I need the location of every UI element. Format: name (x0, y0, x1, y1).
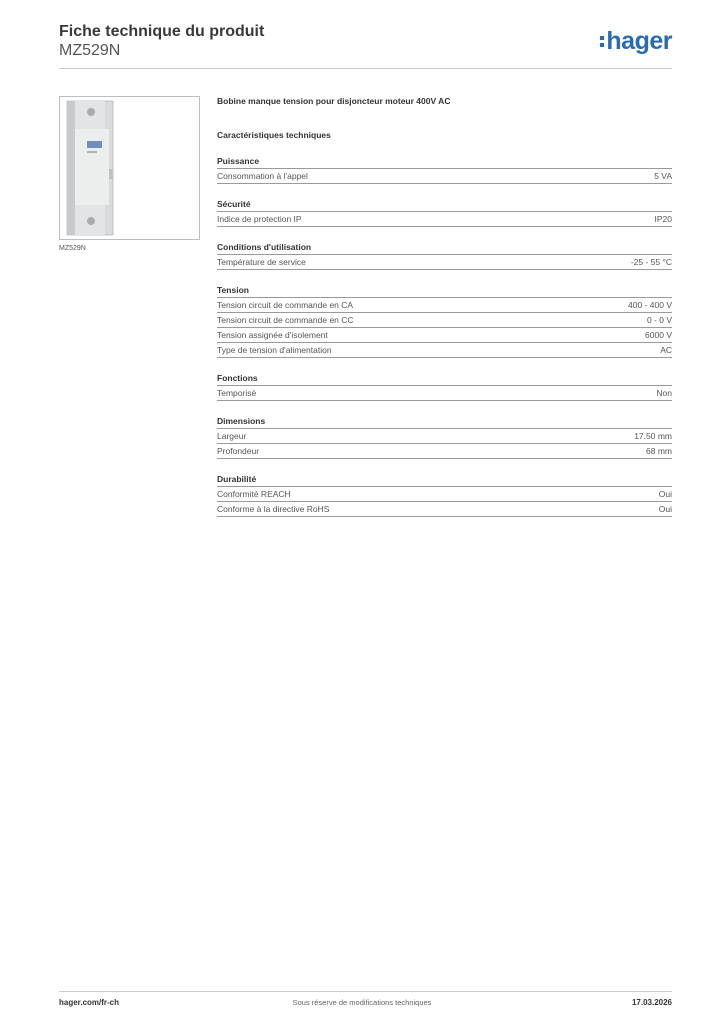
spec-section-tension (217, 285, 672, 358)
spec-label: Tension circuit de commande en CA (217, 300, 354, 310)
spec-value: IP20 (654, 214, 672, 224)
spec-value: 6000 V (645, 330, 672, 340)
spec-row (217, 386, 672, 401)
product-image (59, 96, 200, 240)
section-title: Fonctions (217, 373, 672, 386)
product-description: Bobine manque tension pour disjoncteur moteur 400V AC (217, 96, 451, 106)
spec-section-securite (217, 199, 672, 227)
spec-row (217, 313, 672, 328)
spec-section-puissance (217, 156, 672, 184)
footer-divider (59, 991, 672, 992)
footer-website-link[interactable]: hager.com/fr-ch (59, 998, 120, 1007)
spec-label: Tension assignée d'isolement (217, 330, 328, 340)
spec-row (217, 343, 672, 358)
spec-value: 17.50 mm (634, 431, 672, 441)
spec-value: Non (656, 388, 672, 398)
spec-row (217, 255, 672, 270)
spec-label: Tension circuit de commande en CC (217, 315, 354, 325)
spec-label: Conformité REACH (217, 489, 291, 499)
page-title: Fiche technique du produit (59, 23, 265, 40)
spec-label: Type de tension d'alimentation (217, 345, 332, 355)
specs-title: Caractéristiques techniques (217, 130, 331, 140)
spec-row (217, 444, 672, 459)
spec-value: Oui (658, 504, 672, 514)
spec-section-dimensions (217, 416, 672, 459)
spec-value: 68 mm (646, 446, 672, 456)
product-model: MZ529N (59, 42, 121, 59)
section-title: Conditions d'utilisation (217, 242, 672, 255)
spec-label: Largeur (217, 431, 247, 441)
spec-row (217, 429, 672, 444)
spec-row (217, 502, 672, 517)
spec-value: 5 VA (654, 171, 672, 181)
spec-row (217, 212, 672, 227)
spec-value: AC (660, 345, 672, 355)
page-header (59, 22, 672, 68)
image-caption: MZ529N (59, 245, 86, 252)
section-title: Durabilité (217, 474, 672, 487)
logo-dots-icon (600, 33, 604, 50)
spec-row (217, 328, 672, 343)
section-title: Sécurité (217, 199, 672, 212)
header-divider (59, 68, 672, 69)
section-title: Dimensions (217, 416, 672, 429)
logo-text: hager (606, 27, 672, 55)
spec-row (217, 487, 672, 502)
footer-date: 17.03.2026 (631, 998, 672, 1007)
spec-label: Température de service (217, 257, 306, 267)
spec-label: Indice de protection IP (217, 214, 302, 224)
spec-label: Conforme à la directive RoHS (217, 504, 330, 514)
spec-section-durabilite (217, 474, 672, 517)
spec-section-conditions (217, 242, 672, 270)
footer-notice: Sous réserve de modifications techniques (292, 998, 432, 1007)
spec-value: 0 - 0 V (646, 315, 672, 325)
spec-value: -25 - 55 °C (630, 257, 672, 267)
hager-logo (600, 27, 672, 55)
spec-value: Oui (658, 489, 672, 499)
spec-label: Temporisé (217, 388, 257, 398)
section-title: Tension (217, 285, 672, 298)
spec-label: Consommation à l'appel (217, 171, 308, 181)
product-details (217, 96, 672, 517)
circuit-breaker-module-icon (60, 97, 199, 239)
section-title: Puissance (217, 156, 672, 169)
spec-row (217, 298, 672, 313)
spec-row (217, 169, 672, 184)
spec-section-fonctions (217, 373, 672, 401)
spec-value: 400 - 400 V (628, 300, 672, 310)
spec-label: Profondeur (217, 446, 260, 456)
